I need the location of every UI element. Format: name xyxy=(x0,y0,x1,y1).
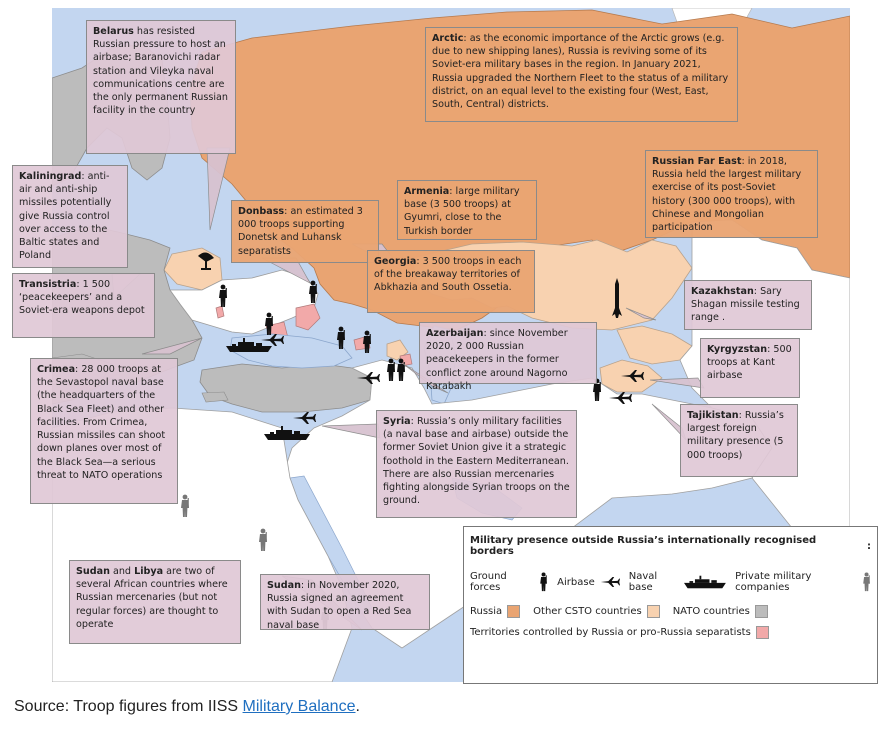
military-balance-link[interactable]: Military Balance xyxy=(242,698,356,715)
callout-title: Kyrgyzstan xyxy=(707,344,768,355)
callout-title: Crimea xyxy=(37,364,76,375)
callout-kazakhstan xyxy=(684,280,812,330)
callout-armenia xyxy=(397,180,537,240)
legend-icons-row xyxy=(470,571,871,593)
plane-icon xyxy=(600,576,620,588)
callout-title: Syria xyxy=(383,416,411,427)
legend-air-label: Airbase xyxy=(557,576,595,588)
soldier-icon xyxy=(539,572,548,592)
callout-sudan xyxy=(260,574,430,630)
legend-separatist-label: Territories controlled by Russia or pro-Russia separatists xyxy=(470,627,751,638)
callout-text: : as the economic importance of the Arctic grows (e.g. due to new shipping lanes), Russia is reviving some of its Soviet-era military bases in the region. In January 2021, Russia upgraded the Northern Fleet to the status of a military district, on an equal level to the existing four (West, East, South, Central) districts. xyxy=(432,33,729,111)
callout-title: Georgia xyxy=(374,256,417,267)
callout-title: Kazakhstan xyxy=(691,286,754,297)
callout-azerbaijan xyxy=(419,322,597,392)
callout-text: and xyxy=(109,566,135,577)
callout-title: Libya xyxy=(134,566,164,577)
legend-ground-label: Ground forces xyxy=(470,571,507,593)
callout-title: Sudan xyxy=(76,566,110,577)
callout-text: : 28 000 troops at the Sevastopol naval base (the headquarters of the Black Sea Fleet) and other facilities. From Crimea, Russian missiles can shoot down planes over most of the Black Sea—a serious threat to NATO operations xyxy=(37,364,166,481)
legend-russia-label: Russia xyxy=(470,606,503,617)
callout-belarus xyxy=(86,20,236,154)
legend-pmc-label: Private military companies xyxy=(735,571,812,593)
legend xyxy=(463,526,878,684)
callout-syria xyxy=(376,410,577,518)
callout-transnistria xyxy=(12,273,155,338)
callout-kyrgyzstan xyxy=(700,338,800,398)
callout-text: : in November 2020, Russia signed an agreement with Sudan to open a Red Sea naval base xyxy=(267,580,412,631)
callout-title: Tajikistan xyxy=(687,410,739,421)
legend-colors-row xyxy=(470,605,871,618)
source-prefix: Source: Troop figures from IISS xyxy=(14,698,243,715)
legend-csto-label: Other CSTO countries xyxy=(533,606,642,617)
ship-icon xyxy=(684,575,726,589)
callout-tajikistan xyxy=(680,404,798,477)
callout-text: : an estimated 3 000 troops supporting Donetsk and Luhansk separatists xyxy=(238,206,363,257)
callout-title: Kaliningrad xyxy=(19,171,82,182)
callout-text: : 3 500 troops in each of the breakaway territories of Abkhazia and South Ossetia. xyxy=(374,256,522,294)
callout-text: : 500 troops at Kant airbase xyxy=(707,344,792,382)
callout-donbass xyxy=(231,200,379,263)
separatist-swatch xyxy=(756,626,769,639)
legend-naval-label: Naval base xyxy=(628,571,658,593)
callout-title: Donbass xyxy=(238,206,285,217)
legend-title-suffix: : xyxy=(867,540,871,552)
source-suffix: . xyxy=(355,698,360,715)
nato-swatch xyxy=(755,605,768,618)
callout-title: Sudan xyxy=(267,580,301,591)
legend-title-text: Military presence outside Russia’s internationally recognised borders xyxy=(470,535,817,557)
callout-title: Transistria xyxy=(19,279,77,290)
callout-title: Russian Far East xyxy=(652,156,742,167)
callout-russian-far-east xyxy=(645,150,818,238)
callout-text: : Russia’s largest foreign military presence (5 000 troops) xyxy=(687,410,784,461)
callout-arctic xyxy=(425,27,738,122)
callout-crimea xyxy=(30,358,178,504)
source-line xyxy=(14,698,360,716)
callout-text: : since November 2020, 2 000 Russian peacekeepers in the former conflict zone around Nagorno Karabakh xyxy=(426,328,568,392)
callout-text: : in 2018, Russia held the largest military exercise of its post-Soviet history (300 000 troops), with Chinese and Mongolian participation xyxy=(652,156,802,234)
callout-title: Armenia xyxy=(404,186,450,197)
callout-text: : Russia’s only military facilities (a naval base and airbase) outside the former Soviet Union give it a strategic foothold in the Eastern Mediterranean. There are also Russian mercenaries fighting alongside Syrian troops on the ground. xyxy=(383,416,570,507)
callout-title: Belarus xyxy=(93,26,134,37)
csto-swatch xyxy=(647,605,660,618)
soldier-grey-icon xyxy=(862,572,871,592)
legend-nato-label: NATO countries xyxy=(672,606,750,617)
callout-title: Arctic xyxy=(432,33,464,44)
callout-title: Azerbaijan xyxy=(426,328,484,339)
callout-text: are two of several African countries where Russian mercenaries (but not regular forces) are thought to operate xyxy=(76,566,228,630)
callout-text: has resisted Russian pressure to host an airbase; Baranovichi radar station and Vileyka naval communications centre are the only permanent Russian facility in the country xyxy=(93,26,228,117)
callout-text: : large military base (3 500 troops) at Gyumri, close to the Turkish border xyxy=(404,186,520,237)
callout-georgia xyxy=(367,250,535,313)
callout-text: : anti-air and anti-ship missiles potentially give Russia control over access to the Baltic states and Poland xyxy=(19,171,112,262)
callout-text: : 1 500 ‘peacekeepers’ and a Soviet-era weapons depot xyxy=(19,279,145,317)
legend-title xyxy=(470,535,871,557)
callout-text: : Sary Shagan missile testing range . xyxy=(691,286,800,324)
russia-swatch xyxy=(507,605,520,618)
callout-sudan-libya xyxy=(69,560,241,644)
callout-kaliningrad xyxy=(12,165,128,268)
legend-separatist-row xyxy=(470,626,871,639)
